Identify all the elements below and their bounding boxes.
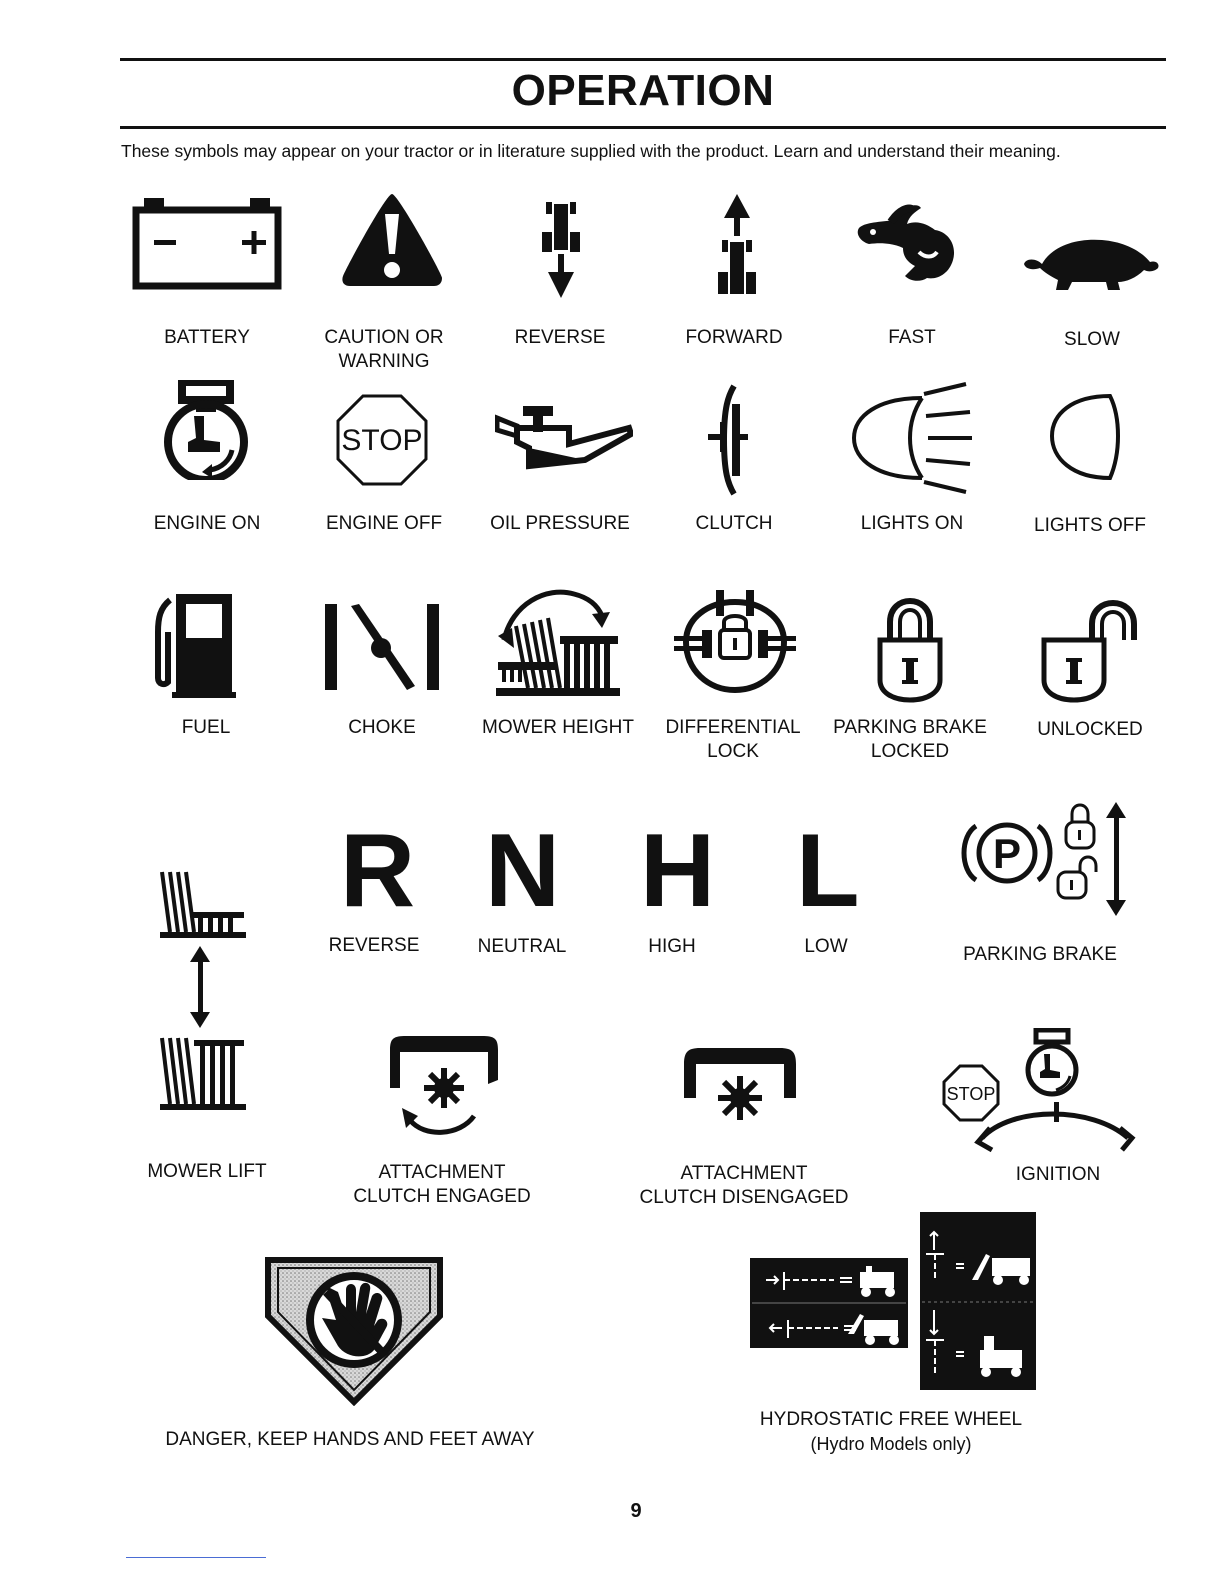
- parking-brake-locked-line1: PARKING BRAKE: [833, 717, 987, 738]
- pto-disengaged-icon: [680, 1046, 800, 1126]
- hydrostatic-caption: HYDROSTATIC FREE WHEEL: [759, 1409, 1023, 1430]
- mower-height-icon: [494, 584, 622, 700]
- top-rule: [120, 58, 1166, 61]
- intro-text: These symbols may appear on your tractor or in literature supplied with the product. Learn and understand their meaning.: [121, 141, 1061, 161]
- caution-caption: [304, 326, 464, 374]
- headlight-off-icon: [1048, 392, 1120, 482]
- pto-engaged-icon: [384, 1032, 504, 1138]
- danger-caption: DANGER, KEEP HANDS AND FEET AWAY: [165, 1429, 535, 1450]
- mower-lift-icon: [158, 868, 250, 1112]
- caution-caption-line1: CAUTION OR: [324, 327, 444, 348]
- tractor-reverse-icon: [540, 198, 584, 300]
- choke-caption: CHOKE: [348, 717, 416, 738]
- rabbit-icon: [855, 202, 959, 284]
- parking-brake-locked-line2: LOCKED: [870, 741, 950, 762]
- slow-caption: SLOW: [1064, 329, 1120, 350]
- caution-triangle-icon: [338, 190, 446, 288]
- danger-hand-icon: [262, 1256, 446, 1406]
- oil-pressure-caption: OIL PRESSURE: [490, 513, 630, 534]
- choke-icon: [323, 602, 441, 692]
- letter-r: R: [340, 813, 416, 929]
- bottom-link-underline: [126, 1557, 266, 1558]
- tractor-forward-icon: [716, 192, 760, 298]
- oil-can-icon: [495, 404, 633, 472]
- title-underline-rule: [120, 126, 1166, 129]
- unlocked-caption: UNLOCKED: [1037, 719, 1143, 740]
- gear-low-caption: LOW: [804, 936, 848, 957]
- page-number: 9: [630, 1500, 642, 1522]
- clutch-caption: CLUTCH: [695, 513, 773, 534]
- battery-icon: [132, 198, 282, 290]
- stop-sign-text: STOP: [341, 424, 423, 457]
- padlock-unlocked-icon: [1040, 594, 1138, 704]
- engine-on-caption: ENGINE ON: [153, 513, 261, 534]
- caution-caption-line2: WARNING: [338, 351, 430, 372]
- page-title: OPERATION: [511, 66, 775, 115]
- parking-brake-caption: PARKING BRAKE: [963, 944, 1117, 965]
- headlight-on-icon: [850, 380, 974, 496]
- ignition-icon: [942, 1028, 1138, 1154]
- fast-caption: FAST: [888, 327, 936, 348]
- fuel-caption: FUEL: [181, 717, 231, 738]
- clutch-icon: [706, 384, 750, 496]
- letter-n: N: [485, 813, 561, 929]
- parking-brake-icon: [954, 800, 1134, 918]
- svg-text:P: P: [992, 830, 1022, 877]
- gear-neutral-caption: NEUTRAL: [477, 936, 567, 957]
- attachment-engaged-line1: ATTACHMENT: [378, 1162, 506, 1183]
- engine-off-caption: ENGINE OFF: [325, 513, 443, 534]
- gear-reverse-caption: REVERSE: [328, 935, 420, 956]
- ignition-stop-text: STOP: [946, 1084, 996, 1104]
- parking-brake-locked-caption: [820, 716, 1000, 764]
- attachment-engaged-caption: [326, 1161, 558, 1209]
- differential-caption-line2: LOCK: [707, 741, 759, 762]
- lights-off-caption: LIGHTS OFF: [1034, 515, 1146, 536]
- mower-height-caption: MOWER HEIGHT: [482, 717, 634, 738]
- forward-caption: FORWARD: [685, 327, 783, 348]
- hydrostatic-subcaption: (Hydro Models only): [810, 1434, 972, 1454]
- attachment-disengaged-line1: ATTACHMENT: [680, 1163, 808, 1184]
- attachment-disengaged-line2: CLUTCH DISENGAGED: [639, 1187, 849, 1208]
- battery-caption: BATTERY: [164, 327, 250, 348]
- gear-high-caption: HIGH: [648, 936, 696, 957]
- lights-on-caption: LIGHTS ON: [860, 513, 964, 534]
- attachment-engaged-line2: CLUTCH ENGAGED: [353, 1186, 531, 1207]
- letter-h: H: [640, 813, 716, 929]
- fuel-pump-icon: [154, 592, 238, 700]
- differential-lock-icon: [672, 586, 798, 702]
- turtle-icon: [1022, 234, 1160, 294]
- letter-l: L: [796, 813, 860, 929]
- attachment-disengaged-caption: [622, 1162, 866, 1210]
- engine-on-icon: [158, 380, 254, 480]
- differential-caption-line1: DIFFERENTIAL: [665, 717, 801, 738]
- differential-caption: [652, 716, 814, 764]
- hydrostatic-free-wheel-icon: [748, 1210, 1038, 1392]
- padlock-locked-icon: [876, 592, 944, 704]
- stop-sign-icon: [336, 394, 428, 486]
- mower-lift-caption: MOWER LIFT: [147, 1161, 267, 1182]
- ignition-caption: IGNITION: [1015, 1164, 1101, 1185]
- reverse-caption: REVERSE: [514, 327, 606, 348]
